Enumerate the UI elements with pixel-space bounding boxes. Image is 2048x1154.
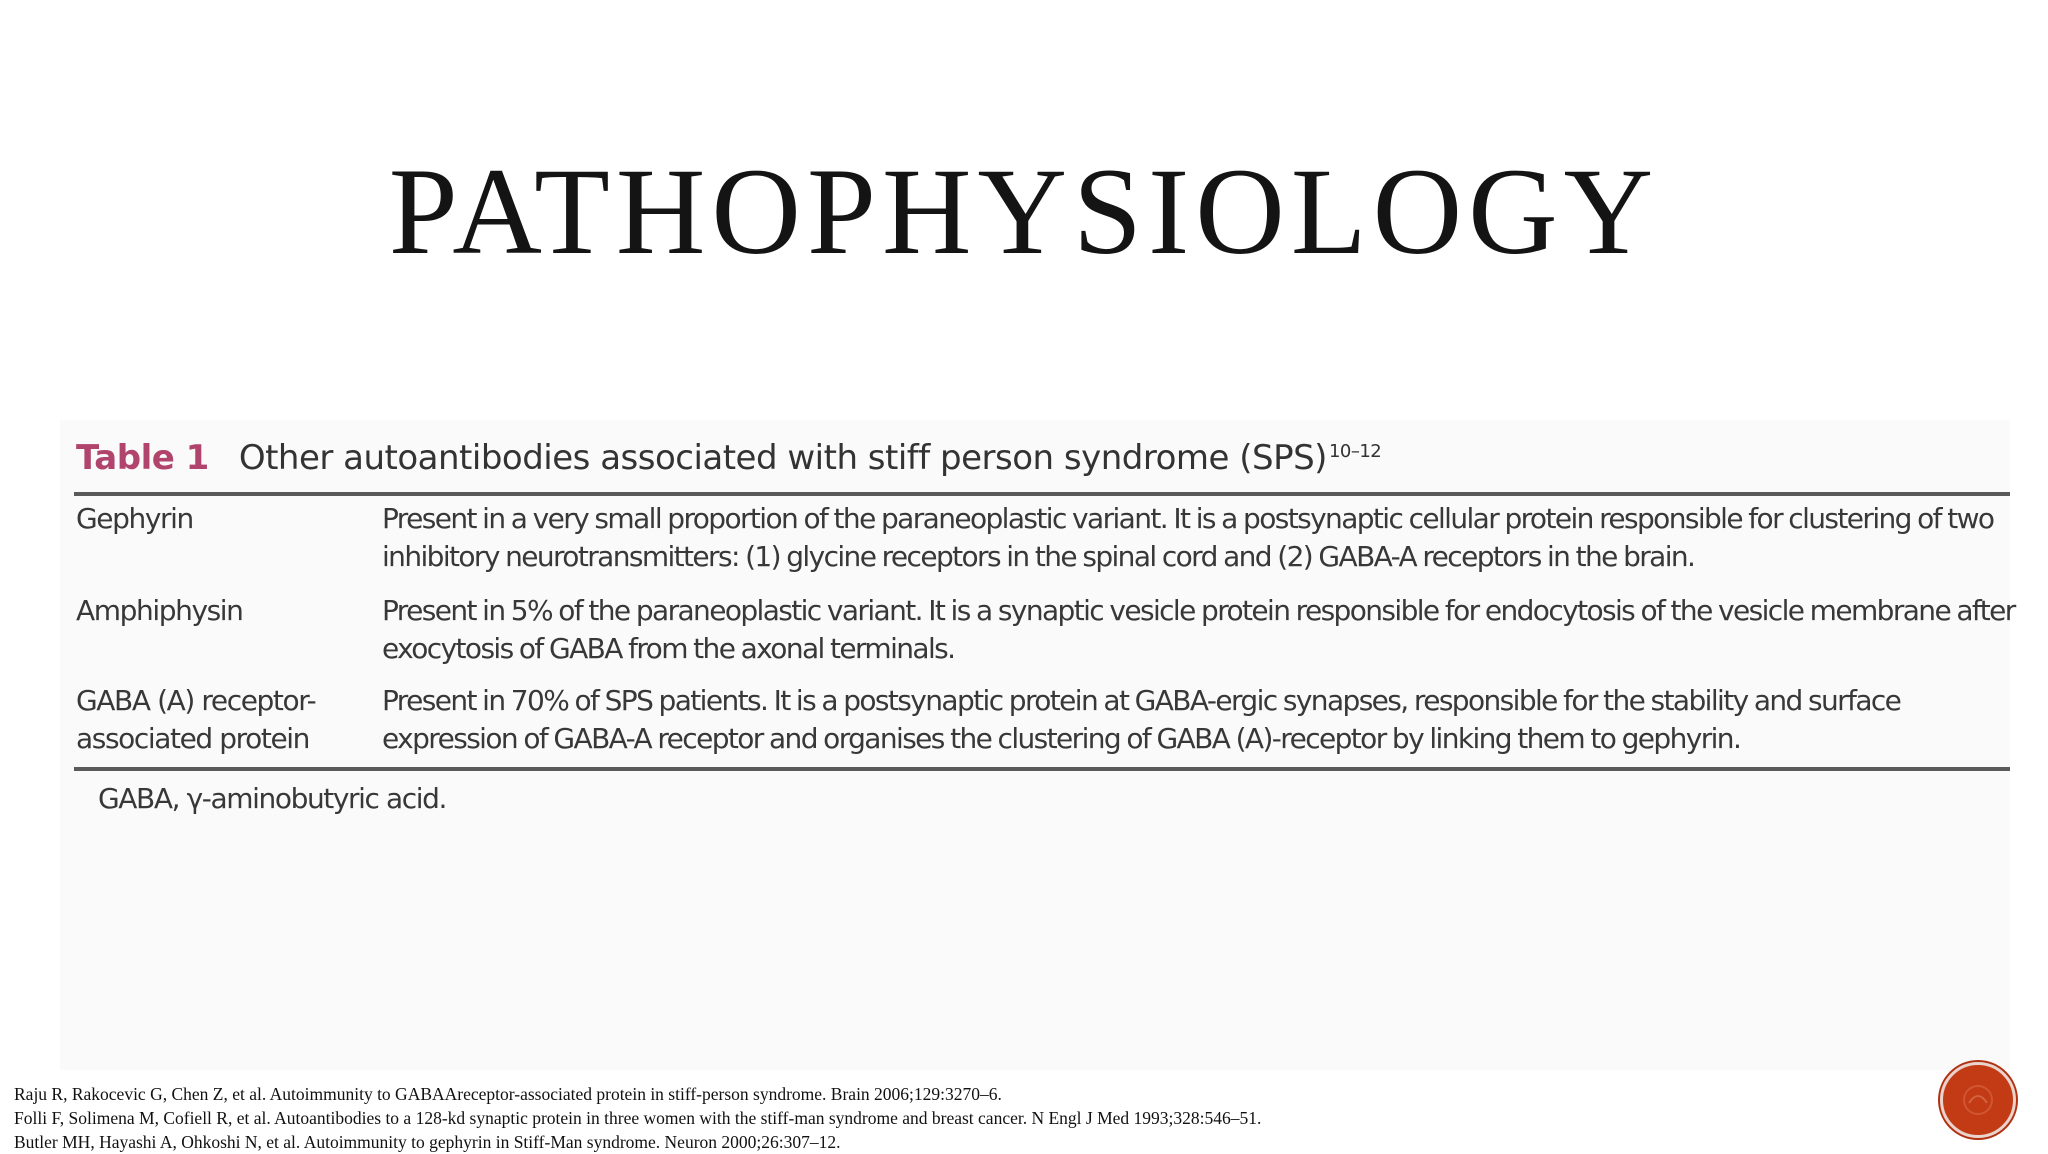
- circle-ornament-icon[interactable]: [1940, 1062, 2016, 1138]
- reference-item: Folli F, Solimena M, Cofiell R, et al. Autoantibodies to a 128-kd synaptic protein in three women with the stiff-man syndrome and breast cancer. N Engl J Med 1993;328:546–51.: [14, 1108, 1262, 1128]
- table-row-term: Amphiphysin: [76, 594, 243, 627]
- table-footnote: GABA, γ-aminobutyric acid.: [98, 782, 447, 815]
- table-row-description: Present in a very small proportion of the paraneoplastic variant. It is a postsynaptic cellular protein responsible for clustering of two inhibitory neurotransmitters: (1) glycine receptors in the spinal cord and (2) GABA-A receptors in the brain.: [382, 502, 1994, 573]
- table-row-description: Present in 70% of SPS patients. It is a postsynaptic protein at GABA-ergic synapses, responsible for the stability and surface expression of GABA-A receptor and organises the clustering of GABA (A)-receptor by linking them to gephyrin.: [382, 684, 1901, 755]
- table-figure: [60, 420, 2015, 1070]
- table-bottom-rule: [74, 767, 2010, 771]
- references: [14, 1082, 1914, 1154]
- table-caption-superscript: 10–12: [1328, 440, 1382, 462]
- table-caption-text: Other autoantibodies associated with stiff person syndrome (SPS): [238, 438, 1327, 478]
- reference-item: Butler MH, Hayashi A, Ohkoshi N, et al. Autoimmunity to gephyrin in Stiff-Man syndrome. Neuron 2000;26:307–12.: [14, 1132, 841, 1152]
- ornament-texture-icon: [1961, 1083, 1995, 1117]
- table-label: Table 1: [76, 438, 209, 478]
- reference-item: Raju R, Rakocevic G, Chen Z, et al. Autoimmunity to GABAAreceptor-associated protein in stiff-person syndrome. Brain 2006;129:3270–6.: [14, 1084, 1002, 1104]
- table-row-description: Present in 5% of the paraneoplastic variant. It is a synaptic vesicle protein responsible for endocytosis of the vesicle membrane after exocytosis of GABA from the axonal terminals.: [382, 594, 2015, 665]
- table-row-term: GABA (A) receptor-associated protein: [76, 684, 316, 755]
- table-caption: [76, 438, 1381, 478]
- table-row-term: Gephyrin: [76, 502, 193, 535]
- slide-title: PATHOPHYSIOLOGY: [388, 143, 1660, 280]
- table-top-rule: [74, 492, 2010, 496]
